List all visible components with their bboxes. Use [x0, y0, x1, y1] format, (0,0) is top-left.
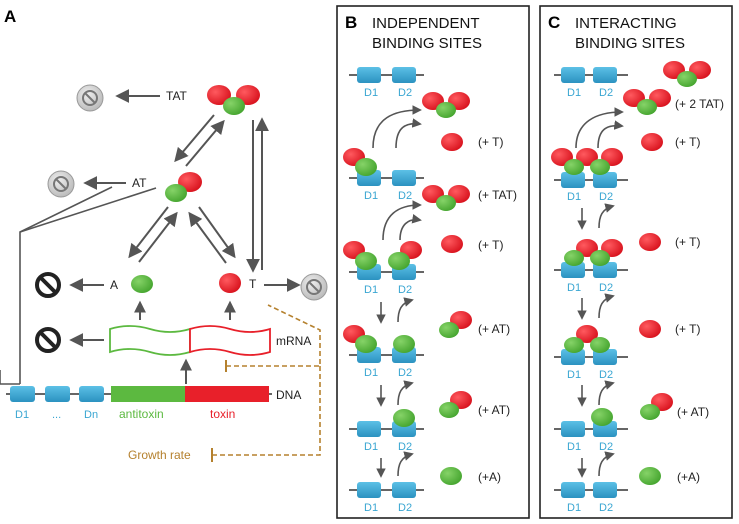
- svg-text:D2: D2: [599, 369, 614, 381]
- svg-text:D1: D1: [364, 502, 379, 514]
- panel-b: [337, 6, 529, 518]
- svg-text:D2: D2: [599, 87, 614, 99]
- panel-c-title-line1: INTERACTING: [575, 15, 677, 32]
- tat-complex: [422, 185, 470, 211]
- dna-row: [554, 408, 628, 453]
- operator-site: [45, 386, 70, 402]
- panel-b-letter: B: [345, 13, 358, 32]
- panel-c-letter: C: [548, 13, 561, 32]
- panel-b-step-5: (+ AT): [478, 403, 511, 417]
- operator-site: [79, 386, 104, 402]
- tat-complex: [663, 61, 711, 87]
- dna-row: [554, 67, 628, 99]
- svg-text:D2: D2: [398, 190, 413, 202]
- panel-b-step-2: (+ TAT): [478, 188, 517, 202]
- at-complex: [439, 391, 472, 418]
- dna-row: [551, 148, 628, 203]
- svg-text:D1: D1: [567, 87, 582, 99]
- toxin-ball: [441, 133, 463, 151]
- antitoxin-ball: [440, 467, 462, 485]
- panel-c-step-4: (+ T): [675, 322, 701, 336]
- svg-text:D1: D1: [364, 284, 379, 296]
- free-toxin: [219, 273, 241, 293]
- panel-c-step-2: (+ T): [675, 135, 701, 149]
- svg-text:D1: D1: [567, 191, 582, 203]
- dna-row: [343, 325, 424, 379]
- svg-text:D2: D2: [398, 87, 413, 99]
- degradation-icon: [48, 171, 74, 197]
- panel-b-step-3: (+ T): [478, 238, 504, 252]
- dna-row: [349, 67, 424, 99]
- dna-row: [349, 409, 424, 453]
- toxin-label: toxin: [210, 407, 236, 421]
- svg-text:D2: D2: [599, 441, 614, 453]
- panel-b-title-line1: INDEPENDENT: [372, 15, 480, 32]
- dna-label: DNA: [276, 388, 302, 402]
- operator-dn-label: Dn: [84, 409, 99, 421]
- mrna-label: mRNA: [276, 334, 312, 348]
- dna-row: [554, 482, 628, 514]
- tat-complex: [623, 89, 671, 115]
- panel-b-title-line2: BINDING SITES: [372, 35, 483, 52]
- tat-complex: [207, 85, 260, 115]
- svg-text:D2: D2: [398, 367, 413, 379]
- operator-d1-label: D1: [15, 409, 30, 421]
- panel-c-step-6: (+A): [677, 470, 701, 484]
- mrna-toxin: [190, 326, 270, 355]
- growth-rate-label: Growth rate: [128, 448, 191, 462]
- dna-row: [554, 325, 628, 381]
- dna-row: [349, 482, 424, 514]
- svg-text:D1: D1: [567, 282, 582, 294]
- svg-text:D2: D2: [599, 191, 614, 203]
- antitoxin-ball: [639, 467, 661, 485]
- panel-c: [540, 6, 732, 518]
- at-complex: [640, 393, 673, 420]
- toxin-ball: [441, 235, 463, 253]
- toxin-gene: [185, 386, 269, 402]
- panel-b-step-6: (+A): [478, 470, 502, 484]
- panel-a-letter: A: [4, 7, 17, 26]
- toxin-ball: [641, 133, 663, 151]
- svg-text:D2: D2: [599, 282, 614, 294]
- svg-text:D2: D2: [398, 284, 413, 296]
- at-complex: [439, 311, 472, 338]
- operator-site: [10, 386, 35, 402]
- svg-text:D1: D1: [364, 367, 379, 379]
- operator-dots-label: ...: [52, 409, 62, 421]
- svg-text:D1: D1: [364, 87, 379, 99]
- degradation-icon: [77, 85, 103, 111]
- panel-b-step-4: (+ AT): [478, 322, 511, 336]
- svg-text:D1: D1: [567, 441, 582, 453]
- dna-row: [343, 241, 424, 296]
- t-label: T: [249, 277, 257, 291]
- panel-a: [0, 7, 327, 462]
- svg-text:D1: D1: [567, 502, 582, 514]
- panel-b-step-1: (+ T): [478, 135, 504, 149]
- a-label: A: [110, 278, 119, 292]
- antitoxin-label: antitoxin: [119, 407, 164, 421]
- svg-text:D2: D2: [398, 502, 413, 514]
- tat-complex: [422, 92, 470, 118]
- panel-c-title-line2: BINDING SITES: [575, 35, 686, 52]
- at-complex: [165, 172, 202, 202]
- dna-row: [554, 239, 628, 294]
- panel-c-step-5: (+ AT): [677, 405, 710, 419]
- svg-text:D1: D1: [364, 441, 379, 453]
- free-antitoxin: [131, 275, 153, 293]
- svg-text:D2: D2: [398, 441, 413, 453]
- panel-c-step-3: (+ T): [675, 235, 701, 249]
- block-icon: [37, 274, 59, 296]
- toxin-ball: [639, 233, 661, 251]
- svg-text:D1: D1: [567, 369, 582, 381]
- dna-row: [343, 148, 424, 202]
- svg-text:D2: D2: [599, 502, 614, 514]
- toxin-ball: [639, 320, 661, 338]
- degradation-icon: [301, 274, 327, 300]
- tat-label: TAT: [166, 89, 187, 103]
- svg-text:D1: D1: [364, 190, 379, 202]
- at-label: AT: [132, 176, 147, 190]
- mrna-antitoxin: [110, 326, 190, 355]
- panel-c-step-1: (+ 2 TAT): [675, 97, 725, 111]
- block-icon: [37, 329, 59, 351]
- antitoxin-gene: [111, 386, 185, 402]
